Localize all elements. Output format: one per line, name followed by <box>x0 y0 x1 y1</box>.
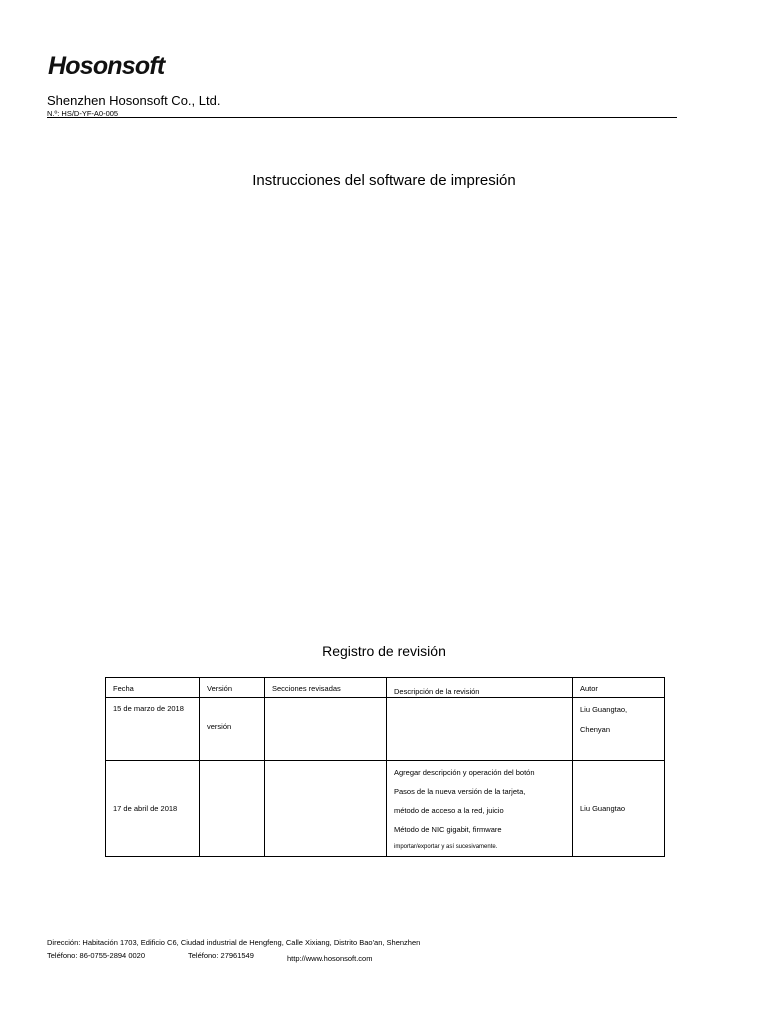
footer-phone: Teléfono: 86-0755-2894 0020 <box>47 951 145 960</box>
date-cell <box>106 698 200 761</box>
description-line: Pasos de la nueva versión de la tarjeta, <box>394 787 526 796</box>
footer-website: http://www.hosonsoft.com <box>287 954 373 963</box>
column-header-description: Descripción de la revisión <box>387 678 573 698</box>
version-cell <box>200 761 265 857</box>
table-row <box>106 698 665 761</box>
header-divider <box>47 117 677 118</box>
footer-phone-2: Teléfono: 27961549 <box>188 951 254 960</box>
author-cell <box>573 698 665 761</box>
description-line: método de acceso a la red, juicio <box>394 806 504 815</box>
revision-table <box>105 677 665 857</box>
sections-cell <box>265 698 387 761</box>
date-cell <box>106 761 200 857</box>
version-cell <box>200 698 265 761</box>
company-logo: Hosonsoft <box>48 52 165 80</box>
sections-cell <box>265 761 387 857</box>
author-cell <box>573 761 665 857</box>
document-number: N.º: HS/D-YF-A0-005 <box>47 109 119 118</box>
date-text: 15 de marzo de 2018 <box>113 704 184 713</box>
column-header-sections: Secciones revisadas <box>265 678 387 698</box>
company-name: Shenzhen Hosonsoft Co., Ltd. <box>47 93 221 108</box>
column-header-version: Versión <box>200 678 265 698</box>
description-line: Agregar descripción y operación del botón <box>394 768 535 777</box>
revision-table-header <box>106 678 665 698</box>
author-line: Chenyan <box>580 725 611 734</box>
version-text: versión <box>207 722 232 731</box>
column-header-date: Fecha <box>106 678 200 698</box>
author-line: Liu Guangtao, <box>580 705 628 714</box>
description-cell <box>387 698 573 761</box>
description-line: importar/exportar y así sucesivamente. <box>394 844 498 850</box>
table-row <box>106 761 665 857</box>
description-cell <box>387 761 573 857</box>
description-line: Método de NIC gigabit, firmware <box>394 825 502 834</box>
author-line: Liu Guangtao <box>580 804 626 813</box>
footer-address: Dirección: Habitación 1703, Edificio C6, Ciudad industrial de Hengfeng, Calle Xixiang, Distrito Bao'an, Shenzhen <box>47 938 421 947</box>
revision-record-title: Registro de revisión <box>322 643 446 659</box>
date-text: 17 de abril de 2018 <box>113 804 178 813</box>
document-title: Instrucciones del software de impresión <box>252 172 516 189</box>
column-header-author: Autor <box>573 678 665 698</box>
